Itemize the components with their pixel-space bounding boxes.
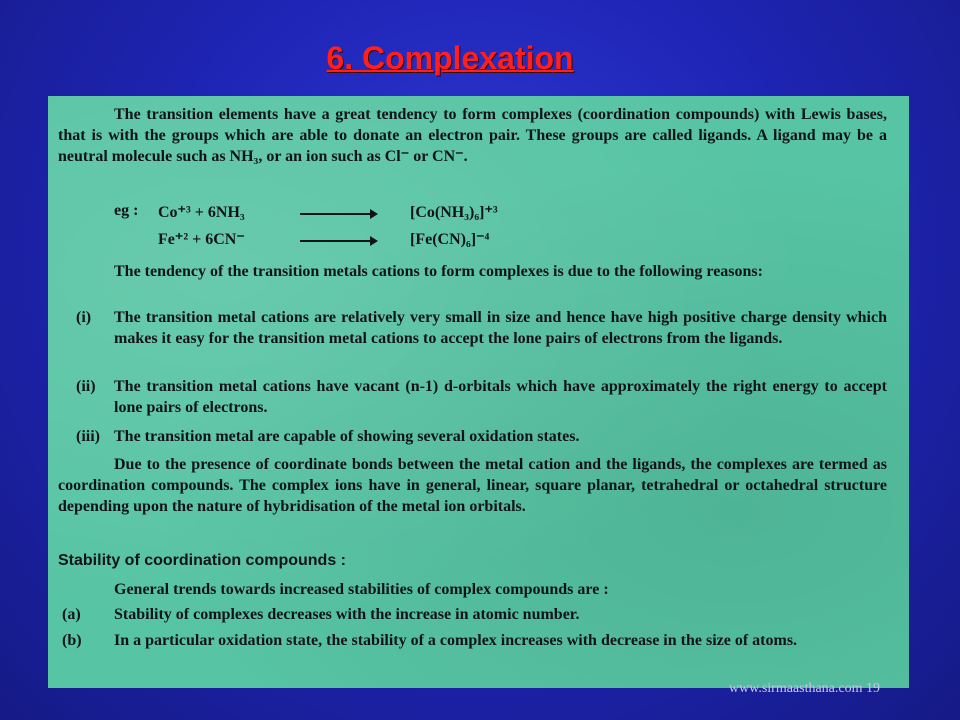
stability-intro: General trends towards increased stabilities of complex compounds are : — [114, 581, 609, 598]
trend-text: Stability of complexes decreases with the increase in atomic number. — [114, 606, 580, 623]
slide-title: 6. Complexation — [326, 40, 574, 76]
trend-b — [58, 630, 887, 651]
reason-ii — [58, 376, 887, 418]
equation-1-left: Co⁺³ + 6NH₃ — [158, 204, 245, 221]
reason-label: (ii) — [76, 378, 96, 395]
trend-text: In a particular oxidation state, the stability of a complex increases with decrease in the size of atoms. — [114, 632, 798, 649]
reaction-arrow-1 — [300, 213, 376, 215]
reason-text: The transition metal are capable of showing several oxidation states. — [114, 428, 580, 445]
equation-2-left: Fe⁺² + 6CN⁻ — [158, 231, 245, 248]
stability-heading: Stability of coordination compounds : — [58, 552, 346, 569]
trend-label: (b) — [62, 632, 82, 649]
reason-label: (iii) — [76, 428, 100, 445]
reason-text: The transition metal cations are relatively very small in size and hence have high positive charge density which makes it easy for the transition metal cations to accept the lone pairs of electrons from the ligands. — [114, 309, 887, 347]
reason-i — [58, 307, 887, 349]
footer-url: www.sirmaasthana.com 19 — [728, 681, 880, 696]
reason-text: The transition metal cations have vacant (n-1) d-orbitals which have approximately the right energy to accept lone pairs of electrons. — [114, 378, 887, 416]
trend-label: (a) — [62, 606, 81, 623]
equation-2-right: [Fe(CN)₆]⁻⁴ — [410, 231, 490, 248]
tendency-paragraph: The tendency of the transition metals cations to form complexes is due to the following reasons: — [114, 263, 763, 280]
reason-iii — [58, 426, 887, 447]
reason-label: (i) — [76, 309, 92, 326]
equation-1-right: [Co(NH₃)₆]⁺³ — [410, 204, 498, 221]
scanned-page — [48, 96, 909, 688]
intro-paragraph: The transition elements have a great tendency to form complexes (coordination compounds) with Lewis bases, that is with the groups which are able to donate an electron pair. These groups are called ligands. A ligand may be a neutral molecule such as NH₃, or an ion such as Cl⁻ or CN⁻. — [58, 106, 887, 165]
reaction-arrow-2 — [300, 240, 376, 242]
eg-label: eg : — [114, 202, 139, 219]
coordinate-paragraph: Due to the presence of coordinate bonds between the metal cation and the ligands, the complexes are termed as coordination compounds. The complex ions have in general, linear, square planar, tetrahedral or octahedral structure depending upon the nature of hybridisation of the metal ion orbitals. — [58, 456, 887, 515]
trend-a — [58, 604, 887, 625]
